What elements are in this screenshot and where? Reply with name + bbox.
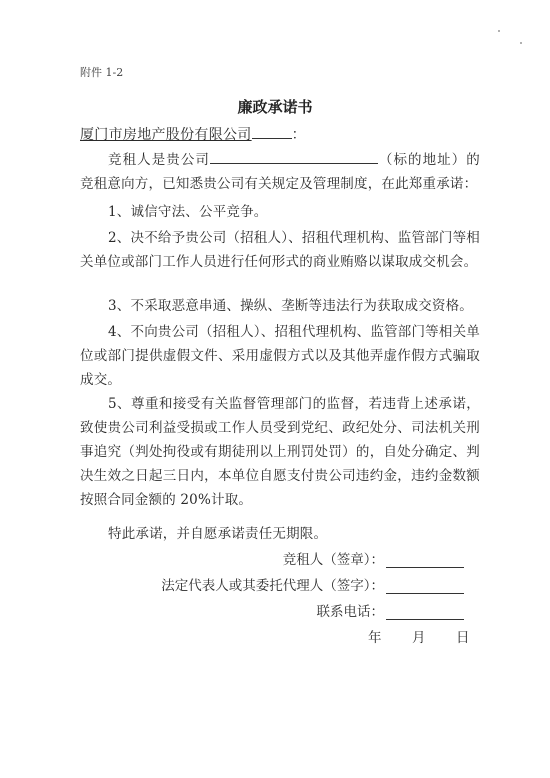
commitment-item-4: 4、不向贵公司（招租人）、招租代理机构、监管部门等相关单位或部门提供虚假文件、采用虚假方式以及其他弄虚作假方式骗取成交。 — [80, 324, 480, 388]
intro-before-blank: 竞租人是贵公司 — [108, 152, 210, 168]
addressee-blank — [252, 126, 292, 139]
address-blank — [210, 151, 378, 164]
date-day: 日 — [456, 630, 470, 646]
attachment-label: 附件 1-2 — [80, 66, 124, 79]
legal-rep-signature-label: 法定代表人或其委托代理人（签字）： — [161, 578, 384, 594]
commitment-item-5: 5、尊重和接受有关监督管理部门的监督，若违背上述承诺，致使贵公司利益受损或工作人员受到党纪、政纪处分、司法机关刑事追究（判处拘役或有期徒刑以上刑罚处罚）的，自处分确定、判决生效之日起三日内，本单位自愿支付贵公司违约金，违约金数额按照合同金额的 20%计取。 — [80, 396, 480, 508]
scan-speck — [498, 30, 500, 32]
intro-after-blank: （标的地址）的竞租意向方，已知悉贵公司有关规定及管理制度，在此郑重承诺： — [80, 152, 480, 192]
commitment-item-1: 1、诚信守法、公平竞争。 — [108, 204, 268, 220]
scan-speck — [520, 42, 522, 44]
bidder-signature-line — [283, 548, 464, 568]
closing-statement: 特此承诺，并自愿承诺责任无期限。 — [108, 526, 328, 542]
phone-label: 联系电话： — [316, 604, 384, 620]
bidder-signature-blank — [386, 553, 464, 568]
date-line — [368, 626, 470, 646]
commitment-item-3: 3、不采取恶意串通、操纵、垄断等违法行为获取成交资格。 — [108, 298, 473, 314]
date-month: 月 — [412, 630, 426, 646]
date-year: 年 — [368, 630, 382, 646]
bidder-signature-label: 竞租人（签章）： — [282, 552, 384, 568]
addressee-line — [80, 124, 306, 144]
commitment-item-2: 2、决不给予贵公司（招租人）、招租代理机构、监管部门等相关单位或部门工作人员进行任何形式的商业贿赂以谋取成交机会。 — [80, 230, 480, 270]
document-title: 廉政承诺书 — [237, 98, 313, 116]
addressee-name: 厦门市房地产股份有限公司 — [80, 127, 252, 143]
addressee-colon: ： — [291, 127, 306, 143]
phone-blank — [386, 605, 464, 620]
phone-line — [317, 600, 465, 620]
legal-rep-signature-blank — [386, 579, 464, 594]
legal-rep-signature-line — [161, 574, 464, 594]
intro-paragraph — [80, 148, 480, 196]
